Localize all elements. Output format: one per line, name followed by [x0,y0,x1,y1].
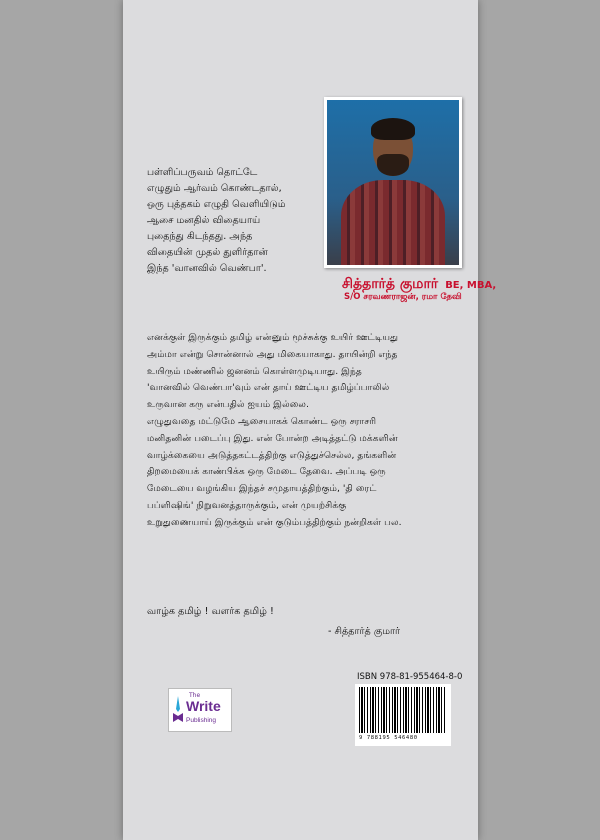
intro-line: ஒரு புத்தகம் எழுதி வெளியிடும் [147,199,286,210]
author-shirt [341,180,445,268]
author-hair [371,118,415,140]
body-line: திறமையைக் காண்பிக்க ஒரு மேடை தேவை. அப்படி ஒரு [147,466,386,478]
intro-text [147,165,327,277]
author-name: சித்தார்த் குமார் [342,276,439,292]
intro-line: இந்த 'வானவில் வெண்பா'. [147,263,267,274]
slogan: வாழ்க தமிழ் ! வளர்க தமிழ் ! [147,606,274,617]
publisher-logo [168,688,232,732]
intro-line: ஆசை மனதில் விதையாய் [147,215,261,226]
body-text [147,330,469,532]
author-degrees: BE, MBA, [445,280,497,291]
barcode-digits: 9 788195 546480 [359,735,418,741]
author-beard [377,154,409,176]
intro-line: விதையின் முதல் துளிர்தான் [147,247,268,258]
body-line: அம்மா என்று சொன்னால் அது மிகையாகாது. தாயின்றி எந்த [147,348,398,360]
barcode-bars [359,687,447,733]
body-line: உறுதுணையாய் இருக்கும் என் குடும்பத்திற்கும் நன்றிகள் பல. [147,516,402,528]
intro-line: புதைந்து கிடந்தது. அந்த [147,231,253,242]
publisher-the: The [189,692,201,699]
signature: - சித்தார்த் குமார் [328,626,401,637]
author-parents: S/O சரவணராஜன், ரமா தேவி [344,292,462,302]
author-photo [324,97,462,268]
intro-line: பள்ளிப்பருவம் தொட்டே [147,167,258,178]
barcode [355,684,451,746]
body-line: எனக்குள் இருக்கும் தமிழ் என்னும் மூச்சுக்கு உயிர் ஊட்டியது [147,332,399,343]
body-line: வாழ்க்கையை அடுத்தகட்டத்திற்கு எடுத்துச்செல்ல, தங்களின் [147,449,397,461]
publisher-write: Write [186,698,221,714]
body-line: 'வானவில் வெண்பா'வும் என் தாய் ஊட்டிய தமிழ்ப்பாலில் [147,382,390,394]
author-name-line [342,273,496,294]
body-line: பப்ளிஷிங்' நிறுவனத்தாருக்கும், என் முயற்சிக்கு [147,499,347,511]
book-back-cover [123,0,497,840]
isbn: ISBN 978-81-955464-8-0 [357,672,463,682]
body-line: எழுதுவதை மட்டுமே ஆசையாகக் கொண்ட ஒரு சராசரி [147,415,377,427]
intro-line: எழுதும் ஆர்வம் கொண்டதால், [147,183,282,194]
body-line: உருவான கரு என்பதில் ஐயம் இல்லை. [147,399,309,411]
body-line: மனிதனின் படைப்பு இது. என் போன்ற அடித்தட்டு மக்களின் [147,432,398,444]
publisher-publishing: Publishing [186,717,216,724]
book-pen-icon [173,695,183,723]
body-line: மேடையை வழங்கிய இந்தச் சமுதாயத்திற்கும், 'தி ரைட் [147,483,377,495]
body-line: உயிரும் மண்ணில் ஜனனம் கொள்ளமுடியாது. இந்த [147,365,362,377]
